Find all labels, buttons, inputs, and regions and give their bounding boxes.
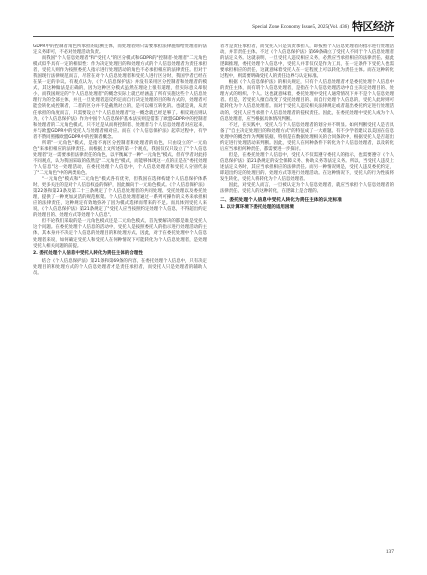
journal-logo: 特区经济 — [352, 20, 394, 33]
page-number: 137 — [385, 549, 394, 555]
body-paragraph: 结合《个人信息保护法》第21条和第69条的内容，在委托处理个人信息中，只有决定处理目的和处理方式的个人信息处理者才是责任承担者，而受托人只是处理者的辅助人员。 — [33, 258, 207, 276]
body-paragraph: 但是，在委托处理个人信息中，受托人不仅需遵守委托人的指示，也需要遵守《个人信息保护法》第21条规定的安全保障义务、协助义务等法定义务。所以，当受托人违反上述法定义务时，其应当承担相应的法律责任。而另一种情况则是，受托人违反委托约定，即超出约定的处理目的、处理方式等进行处理活动。在这种情况下，受托人的行为性质将发生转化，受托人将转化为个人信息处理者。 — [220, 152, 394, 183]
body-paragraph: 因此，对受托人而言，一旦被认定为个人信息处理者，就应当承担个人信息处理者的法律责任。受托人的这种转化，在逻辑上是合理的。 — [220, 183, 394, 195]
page-header — [0, 0, 427, 40]
left-column — [33, 44, 207, 277]
subsection-heading: 2. 委托处理个人信息中受托人转化为责任主体的合理性 — [33, 251, 143, 257]
section-heading: 二、委托处理个人信息中受托人转化为责任主体的认定标准 — [220, 197, 342, 203]
right-column — [220, 44, 394, 211]
body-paragraph: "一元角色"模式和"二元角色"模式各有优劣，但我国在选择构建个人信息保护体系时，更多关注的是对个人信息权益的保护，因此倾向于一元角色模式。《个人信息保护法》第22条和第23条及第二十三条规定了个人信息处理者的共同处理、受托处理以及委托处理，提供了一种更加灵活的规范框架。个人信息处理者通过一系列可操作的义务来承担相应的法律责任，这种规定有效地弥补了因为模式选择而带来的不足。而具体到受托人来说，《个人信息保护法》第21条规定了"受托人应当按照约定处理个人信息，不得超出约定的处理目的、处理方式等处理个人信息"。 — [33, 177, 207, 219]
body-paragraph: 者才是责任承担者，而受托人只是负责承担人，即按照个人信息处理者的指示进行处理活动，并非责任主体。不过《个人信息保护法》第69条确立了受托人不同于个人信息处理者的法定义务。这就表明，一旦受托人违反相应义务，必然应当承担相应的法律责任。据此逻辑推理，委托处理个人信息中，受托人并非仅仅是作为工具，在一定条件下受托人也需要承担相应的责任，这就意味着受托人在一定程度上可以转化为责任主体。而在这种转化过程中，则需要明确受托人的责任边界与认定标准。 — [220, 44, 394, 80]
body-paragraph: 但不论我们采取的是一元角色模式还是二元角色模式，首先要解决的都是谁是受托人这个问题。在委托处理个人信息的活动中，受托人是按照委托人的指示进行处理活动的主体，其本身并不决定个人信息的处理目的和处理方式。因此，对于在委托处理中个人信息处理者来说，如何确定受托人和受托人在何种情况下可能转化为个人信息处理者，是处理受托人相关问题的前提。 — [33, 219, 207, 249]
body-paragraph: 而我国"个人信息处理者"和"受托人"的区分模式和GDPR的"控制者-处理者"二元角色模式似乎具有一定的相似性：作为决定处理目的和处理方式的个人信息处理者为责任承担者，受托人则作为按照委托人指示进行处理活动的角色不必承担相应的法律责任。但对于我国现行法律规范而言，尽管在对个人信息处理者和受托人进行区分时，我国学者已经在在某一定的争议。有观点认为，《个人信息保护法》并没有采用区分控制者和处理者的模式，其这种做法是正确的，因为这种区分模式虽然在理论上很有道理，但实际意义却很小，而我国规定的"个人信息处理者"的概念实际上就已经涵盖了所有实施这些个人信息处理行为的全部主体，并且一旦处理者违反约定而自行决定处理的目的和方式的，处理者可能会转化成控制者，二者的区分并不是截然对立的，是可以相互转化的。也就是说，从责任承担的角度而言，只需要设立"个人信息处理者"这一概念就已经足够了。相反观点则认为，《个人信息保护法》作为中国个人信息保护基本法实则是借鉴了欧盟GDPR中的控制者和处理者的二元角色模式，只不过是从而将控制者、处理者与个人信息处理者对应起来，并与欧盟GDPR中的受托人与处理者相对应。而在《个人信息保护法》起草过程中，有学者不赞同照搬欧盟GDPR中的控制者概念。 — [33, 56, 207, 140]
subsection-heading: 1. 以计算环境下委托处理的适用困境 — [220, 205, 294, 211]
header-rule — [33, 36, 394, 37]
body-paragraph: 不过，在实践中，受托人与个人信息处理者的划分并不明显。如何判断受托人是否具备了"自主决定处理目的和处理方式"的特征成了一大难题。有不少学者建议以美国在信息处理中的概念作为判断依据，特别是在数据处理相关的合同条款中，根据受托人是否超出约定进行处理活动来判断。因此，受托人在何种条件下转化为个人信息处理者，以及转化后应当承担何种责任，都需要进一步探讨。 — [220, 122, 394, 152]
journal-issue-line: Special Zone Economy Issue5, 2025(Vol. 436) — [252, 24, 349, 30]
body-paragraph: GDPR中的控制者角色所承担的追溯主体，而处理者则只需要承担法律施加给处理者的法定义务即可，不必对处理活动负责。 — [33, 44, 207, 56]
body-paragraph: 根据《个人信息保护法》的相关规定，只有个人信息处理者才是委托处理个人信息中的责任主体，而有谓个人信息处理者，是指在个人信息处理活动中自主决定处理目的、处理方式的组织、个人。这也就意味着，委托处理中受托人通常情况下并不是个人信息处理者。但是，若受托人擅自改变了受托处理目的、而自行处理个人信息的，受托人此时则可能转化为个人信息处理者。而对于受托人违反相关法律规定或者超出委托约定进行处理活动的，受托人应当承担个人信息处理者的侵权责任。因此，在委托处理中受托人成为个人信息处理者，应当根据具体情况判断。 — [220, 80, 394, 122]
body-paragraph: 所谓"一元角色"模式，是指不再区分控制者和处理者的角色，只由设立的"一元角色"来承担相应的法律责任。而根据上文所述的第一个观点，我国仅仅只设立了"个人信息处理者"这一需要承担法律责任的角色，以平衡属于一种"一元角色"模式。但有学者对此持不同观点，认为我国采取的依然是"二元角色"模式，而能够体现这一点的正是在"委托处理个人信息"这一处理活动，在委托处理个人信息中，个人信息处理者和受托人分别代表了"二元角色"中的两类角色。 — [33, 140, 207, 176]
